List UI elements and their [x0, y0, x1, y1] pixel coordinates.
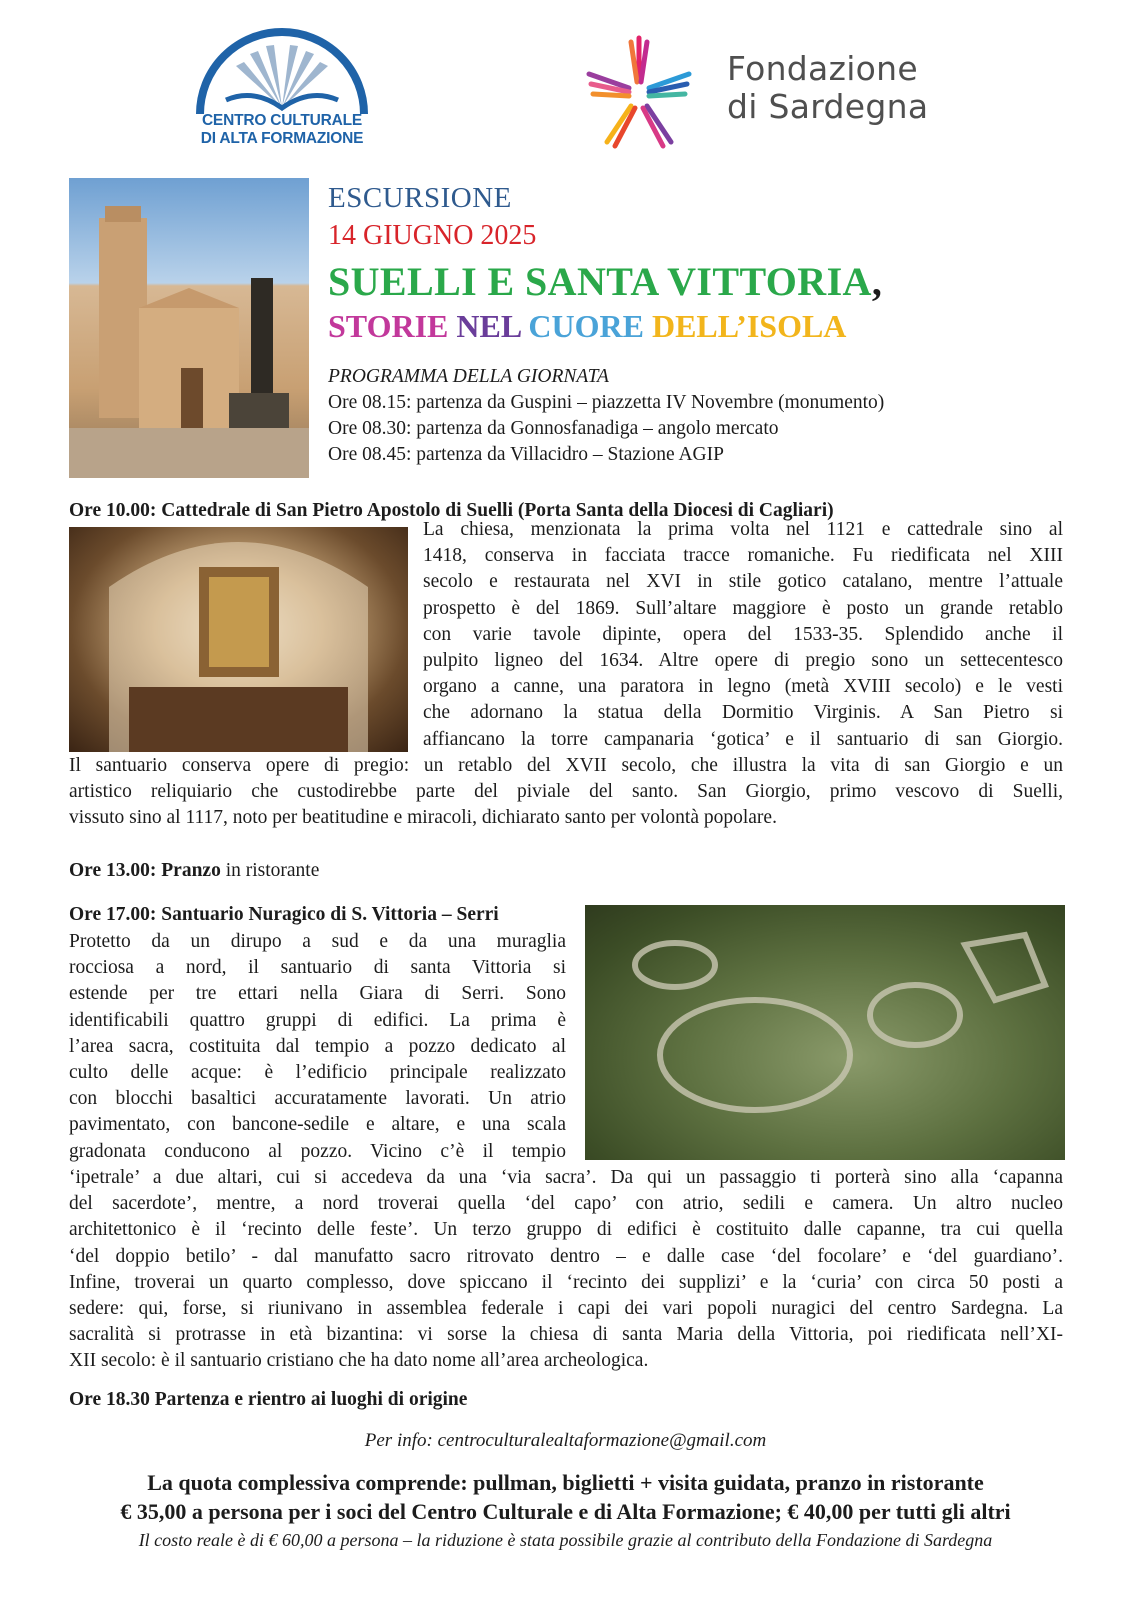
text-line: con blocchi basaltici accuratamente lavorati. Un atrio	[69, 1088, 566, 1110]
logo-line-1: CENTRO CULTURALE	[201, 112, 363, 129]
departure-line: Ore 08.15: partenza da Guspini – piazzetta IV Novembre (monumento)	[328, 392, 885, 413]
section1-text-full	[69, 753, 1063, 832]
price-includes: La quota complessiva comprende: pullman, biglietti + visita guidata, pranzo in ristorante	[147, 1470, 984, 1495]
section1-text-wrapped	[423, 517, 1063, 753]
section-time: Ore 10.00:	[69, 500, 157, 521]
text-line: gradonata conducono al pozzo. Vicino c’è il tempio	[69, 1140, 566, 1162]
text-line: Il santuario conserva opere di pregio: un retablo del XVII secolo, che illustra la vita di san Giorgio e un	[69, 755, 1063, 776]
text-line: Protetto da un dirupo a sud e da una muraglia	[69, 931, 566, 952]
price-line: € 35,00 a persona per i soci del Centro Culturale e di Alta Formazione; € 40,00 per tutti gli altri	[120, 1499, 1011, 1524]
cathedral-interior-photo	[69, 527, 408, 752]
programme-title: PROGRAMMA DELLA GIORNATA	[328, 366, 609, 387]
page-subtitle	[328, 308, 846, 345]
text-line: architettonico è il ‘recinto delle feste’. Un terzo gruppo di edifici è costituito dalle capanne, tra cui quella	[69, 1219, 1063, 1241]
text-line: rocciosa a nord, il santuario di santa Vittoria si	[69, 957, 566, 979]
text-line: 1418, conserva in facciata tracce romaniche. Fu riedificata nel XIII	[423, 545, 1063, 567]
page-title	[328, 258, 882, 305]
church-photo	[69, 178, 309, 478]
logo-word-2: di Sardegna	[727, 87, 929, 126]
section3-text-full	[69, 1165, 1063, 1375]
text-line: culto delle acque: è l’edificio principale realizzato	[69, 1062, 566, 1084]
logo-word-1: Fondazione	[727, 49, 918, 88]
page-title-comma: ,	[871, 259, 883, 304]
page-title-text: SUELLI E SANTA VITTORIA	[328, 259, 872, 304]
departure-line: Ore 08.30: partenza da Gonnosfanadiga – angolo mercato	[328, 418, 779, 439]
logo-line-2: DI ALTA FORMAZIONE	[200, 130, 364, 147]
archaeological-site-photo	[585, 905, 1065, 1160]
text-line: ‘ipetrale’ a due altari, cui si accedeva da una ‘via sacra’. Da qui un passaggio ti porterà sino alla ‘capanna	[69, 1167, 1063, 1188]
section-heading-partenza: Ore 18.30 Partenza e rientro ai luoghi di origine	[69, 1389, 468, 1410]
text-line: organo a canne, una paratora in legno (metà XVIII secolo) e le vesti	[423, 676, 1063, 698]
text-line: sedere: qui, forse, si riunivano in assemblea federale i capi dei vari popoli nuragici del centro Sardegna. La	[69, 1298, 1063, 1320]
text-line: del sacerdote’, mentre, a nord troverai quella ‘del capo’ con atrio, sedili e camera. Un altro nucleo	[69, 1193, 1063, 1215]
text-line: l’area sacra, costituita dal tempio a pozzo dedicato al	[69, 1035, 566, 1057]
section-heading-pranzo	[69, 860, 319, 882]
subtitle-word-4: DELL’ISOLA	[651, 308, 847, 344]
price-note: Il costo reale è di € 60,00 a persona – la riduzione è stata possibile grazie al contributo della Fondazione di Sardegna	[138, 1530, 993, 1550]
section-heading-santuario	[69, 904, 499, 926]
section-rest: in ristorante	[220, 860, 320, 881]
text-line: prospetto è del 1869. Sull’altare maggiore è posto un grande retablo	[423, 597, 1063, 619]
logo-centro-culturale	[192, 14, 372, 154]
departure-line: Ore 08.45: partenza da Villacidro – Stazione AGIP	[328, 444, 724, 465]
text-line: pavimentato, con bancone-sedile e altare, e una scala	[69, 1114, 566, 1136]
logo-fondazione-sardegna	[577, 30, 957, 160]
section-title: Santuario Nuragico di S. Vittoria – Serri	[156, 904, 499, 925]
section-time: Ore 17.00:	[69, 904, 157, 925]
event-date: 14 GIUGNO 2025	[328, 220, 537, 251]
text-line: XII secolo: è il santuario cristiano che ha dato nome all’area archeologica.	[69, 1350, 649, 1372]
excursion-label: ESCURSIONE	[328, 182, 512, 214]
subtitle-word-2: NEL	[456, 308, 529, 344]
text-line: affiancano la torre campanaria ‘gotica’ e il santuario di san Giorgio.	[423, 728, 1063, 750]
text-line: Infine, troverai un quarto complesso, dove spiccano il ‘recinto dei supplizi’ e la ‘curia’ con circa 50 posti a	[69, 1271, 1063, 1293]
section-title: Pranzo	[156, 860, 221, 881]
subtitle-word-1: STORIE	[328, 308, 457, 344]
section-title: Cattedrale di San Pietro Apostolo di Suelli (Porta Santa della Diocesi di Cagliari)	[156, 500, 834, 521]
subtitle-word-3: CUORE	[528, 308, 652, 344]
star-mark-icon	[577, 30, 702, 155]
text-line: vissuto sino al 1117, noto per beatitudine e miracoli, dichiarato santo per volontà popolare.	[69, 807, 777, 829]
text-line: sacralità si protrasse in età bizantina: vi sorse la chiesa di santa Maria della Vittoria, poi riedificata nell’XI-	[69, 1324, 1063, 1346]
text-line: La chiesa, menzionata la prima volta nel 1121 e cattedrale sino al	[423, 519, 1063, 540]
text-line: con varie tavole dipinte, opera del 1533-35. Splendido anche il	[423, 623, 1063, 645]
text-line: pulpito ligneo del 1634. Altre opere di pregio sono un settecentesco	[423, 650, 1063, 672]
text-line: artistico reliquiario che custodirebbe parte del piviale del santo. San Giorgio, primo vescovo di Suelli,	[69, 781, 1063, 803]
open-book-arch-icon	[192, 14, 372, 118]
text-line: identificabili quattro gruppi di edifici. La prima è	[69, 1009, 566, 1031]
text-line: estende per tre ettari nella Giara di Serri. Sono	[69, 983, 566, 1005]
text-line: che adornano la statua della Dormitio Virginis. A San Pietro si	[423, 702, 1063, 724]
text-line: secolo e restaurata nel XVI in stile gotico catalano, mentre l’attuale	[423, 571, 1063, 593]
text-line: ‘del doppio betilo’ - dal manufatto sacro ritrovato dentro – e dalle case ‘del focolare’ e ‘del guardiano’.	[69, 1245, 1063, 1267]
section-time: Ore 13.00:	[69, 860, 157, 881]
contact-info: Per info: centroculturalealtaformazione@gmail.com	[364, 1430, 767, 1451]
section3-text-wrapped	[69, 929, 566, 1165]
